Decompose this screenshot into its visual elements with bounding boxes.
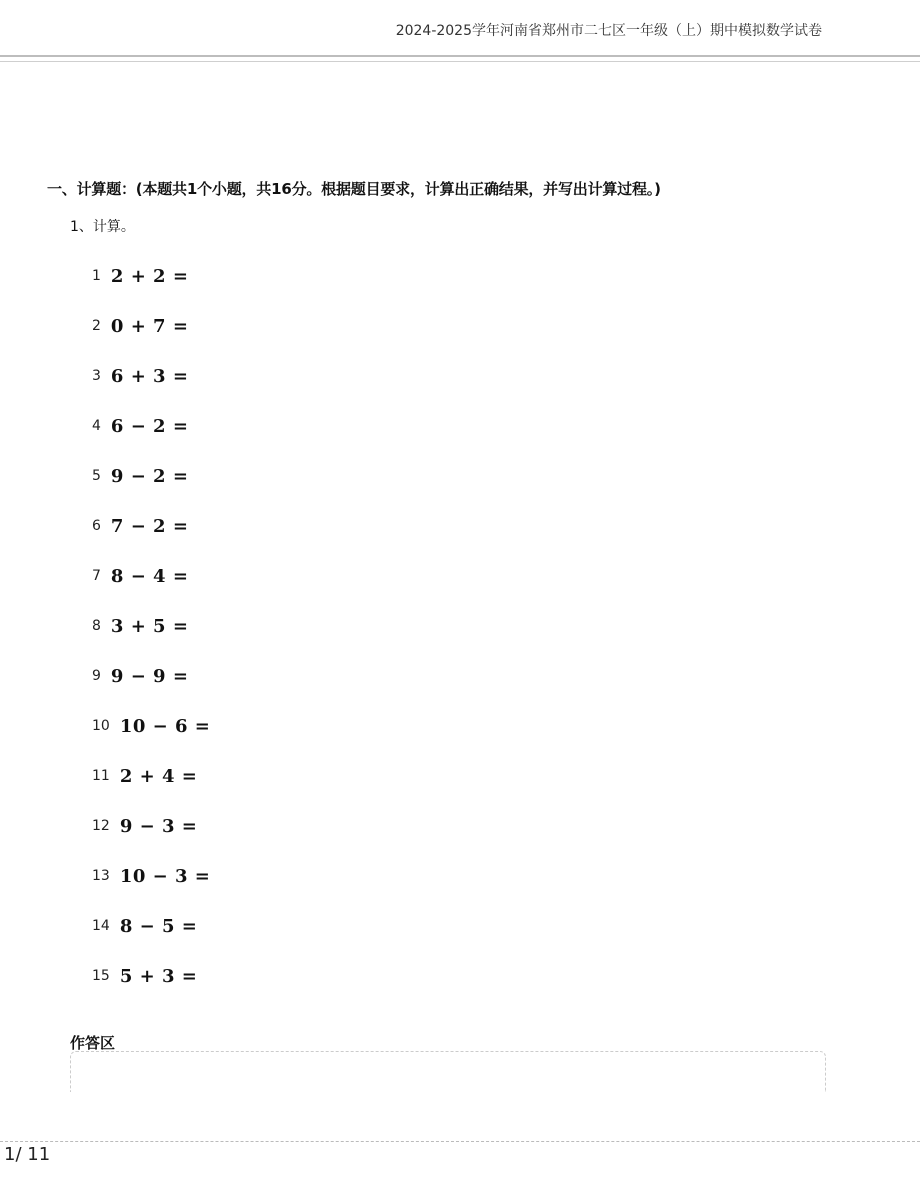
item-number: 15 xyxy=(92,968,110,984)
question-stem: 1、计算。 xyxy=(70,219,135,235)
page-break-divider xyxy=(0,1141,920,1142)
calculation-item xyxy=(92,850,210,902)
item-number: 1 xyxy=(92,268,101,284)
item-expression: 3 + 5 = xyxy=(110,615,189,637)
item-expression: 9 − 3 = xyxy=(119,815,198,837)
page-indicator: 1/ 11 xyxy=(4,1144,51,1165)
item-number: 10 xyxy=(92,718,110,734)
item-number: 14 xyxy=(92,918,110,934)
item-number: 4 xyxy=(92,418,101,434)
item-expression: 10 − 6 = xyxy=(119,715,211,737)
calculation-item xyxy=(92,400,210,452)
item-expression: 6 + 3 = xyxy=(110,365,189,387)
item-expression: 8 − 4 = xyxy=(110,565,189,587)
item-expression: 10 − 3 = xyxy=(119,865,211,887)
calculation-item xyxy=(92,650,210,702)
item-number: 8 xyxy=(92,618,101,634)
calculation-item xyxy=(92,600,210,652)
calculation-item xyxy=(92,950,210,1002)
item-expression: 9 − 9 = xyxy=(110,665,189,687)
item-number: 3 xyxy=(92,368,101,384)
calculation-item xyxy=(92,750,210,802)
item-expression: 8 − 5 = xyxy=(119,915,198,937)
item-expression: 5 + 3 = xyxy=(119,965,198,987)
document-header-title: 2024-2025学年河南省郑州市二七区一年级（上）期中模拟数学试卷 xyxy=(395,23,822,39)
calculation-item xyxy=(92,350,210,402)
calculation-item xyxy=(92,500,210,552)
item-number: 12 xyxy=(92,818,110,834)
item-expression: 7 − 2 = xyxy=(110,515,189,537)
item-number: 13 xyxy=(92,868,110,884)
calculation-item xyxy=(92,450,210,502)
item-expression: 2 + 2 = xyxy=(110,265,189,287)
item-number: 2 xyxy=(92,318,101,334)
calculation-item xyxy=(92,800,210,852)
item-expression: 2 + 4 = xyxy=(119,765,198,787)
header-divider xyxy=(0,55,920,57)
item-expression: 0 + 7 = xyxy=(110,315,189,337)
item-number: 6 xyxy=(92,518,101,534)
item-expression: 6 − 2 = xyxy=(110,415,189,437)
calculation-item xyxy=(92,700,210,752)
item-number: 9 xyxy=(92,668,101,684)
calculation-item xyxy=(92,550,210,602)
item-number: 11 xyxy=(92,768,110,784)
calculation-item xyxy=(92,250,210,302)
item-number: 7 xyxy=(92,568,101,584)
header-divider-secondary xyxy=(0,61,920,62)
answer-area-label: 作答区 xyxy=(70,1034,116,1052)
item-number: 5 xyxy=(92,468,101,484)
calculation-list xyxy=(92,252,210,1002)
calculation-item xyxy=(92,900,210,952)
answer-area-box[interactable] xyxy=(70,1051,826,1092)
item-expression: 9 − 2 = xyxy=(110,465,189,487)
calculation-item xyxy=(92,300,210,352)
section-title: 一、计算题：(本题共1个小题，共16分。根据题目要求，计算出正确结果，并写出计算过程。) xyxy=(47,180,661,198)
